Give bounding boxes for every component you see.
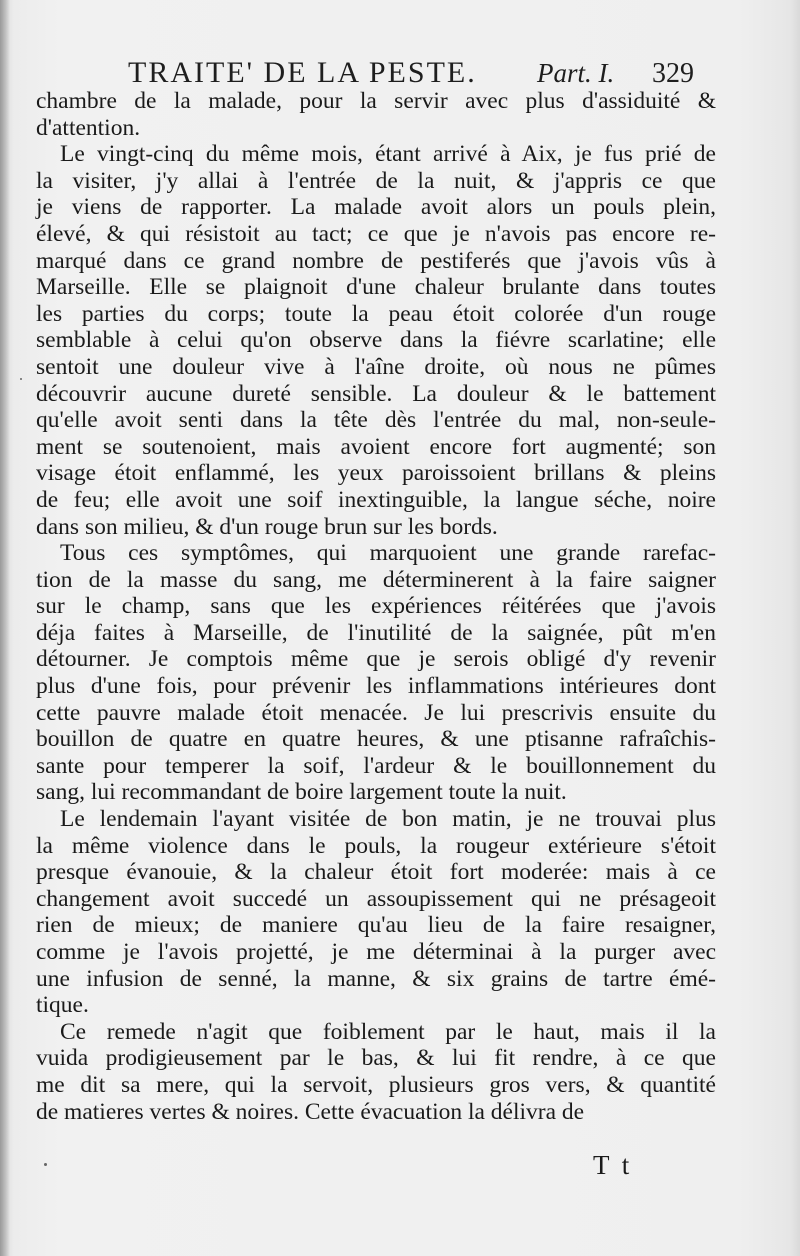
text-line: détourner. Je comptois même que je serois obligé d'y revenir xyxy=(36,646,716,673)
text-line: sur le champ, sans que les expériences réitérées que j'avois xyxy=(36,593,716,620)
body-text xyxy=(36,88,716,1125)
text-line: cette pauvre malade étoit menacée. Je lui prescrivis ensuite du xyxy=(36,699,716,726)
text-line: de feu; elle avoit une soif inextinguible, la langue séche, noire xyxy=(36,486,716,513)
text-line: rien de mieux; de maniere qu'au lieu de la faire resaigner, xyxy=(36,912,716,939)
part-label: Part. I. xyxy=(537,58,615,88)
paragraph xyxy=(36,806,716,1019)
paragraph xyxy=(36,141,716,540)
catchword: T t xyxy=(593,1150,633,1180)
text-line: découvrir aucune dureté sensible. La douleur & le battement xyxy=(36,380,716,407)
ink-speck xyxy=(44,1163,47,1166)
text-line: visage étoit enflammé, les yeux paroissoient brillans & pleins xyxy=(36,460,716,487)
text-line: bouillon de quatre en quatre heures, & une ptisanne rafraîchis- xyxy=(36,726,716,753)
text-line: Ce remede n'agit que foiblement par le haut, mais il la xyxy=(60,1018,716,1045)
text-line: sentoit une douleur vive à l'aîne droite, où nous ne pûmes xyxy=(36,353,716,380)
text-line: me dit sa mere, qui la servoit, plusieurs gros vers, & quantité xyxy=(36,1071,716,1098)
text-line: changement avoit succedé un assoupissement qui ne présageoit xyxy=(36,885,716,912)
paragraph xyxy=(36,88,716,141)
text-line: la visiter, j'y allai à l'entrée de la nuit, & j'appris ce que xyxy=(36,167,716,194)
text-line: comme je l'avois projetté, je me déterminai à la purger avec xyxy=(36,939,716,965)
text-line: Le vingt-cinq du même mois, étant arrivé à Aix, je fus prié de xyxy=(60,141,716,168)
text-line: tion de la masse du sang, me déterminerent à la faire saigner xyxy=(36,566,716,593)
text-line: d'attention. xyxy=(36,114,141,141)
text-line: Marseille. Elle se plaignoit d'une chaleur brulante dans toutes xyxy=(36,274,716,301)
ink-speck xyxy=(20,378,22,380)
text-line: de matieres vertes & noires. Cette évacuation la délivra de xyxy=(36,1098,585,1125)
text-line: dans son milieu, & d'un rouge brun sur les bords. xyxy=(36,513,498,540)
text-line: sante pour temperer la soif, l'ardeur & le bouillonnement du xyxy=(36,752,716,779)
running-header xyxy=(0,56,800,92)
running-title: TRAITE' DE LA PESTE. xyxy=(128,56,477,89)
text-line: une infusion de senné, la manne, & six grains de tartre émé- xyxy=(36,965,716,992)
text-line: marqué dans ce grand nombre de pestiferés que j'avois vûs à xyxy=(36,247,716,274)
text-line: vuida prodigieusement par le bas, & lui fit rendre, à ce que xyxy=(36,1045,716,1072)
page-gutter-shadow xyxy=(0,0,10,1256)
text-line: élevé, & qui résistoit au tact; ce que je n'avois pas encore re- xyxy=(36,220,716,247)
text-line: presque évanouie, & la chaleur étoit fort moderée: mais à ce xyxy=(36,859,716,886)
text-line: Tous ces symptômes, qui marquoient une grande rarefac- xyxy=(60,540,716,567)
paragraph xyxy=(36,1019,716,1125)
text-line: qu'elle avoit senti dans la tête dès l'entrée du mal, non-seule- xyxy=(36,407,716,434)
text-line: déja faites à Marseille, de l'inutilité de la saignée, pût m'en xyxy=(36,619,716,646)
text-line: chambre de la malade, pour la servir avec plus d'assiduité & xyxy=(36,88,716,114)
text-line: la même violence dans le pouls, la rougeur extérieure s'étoit xyxy=(36,832,716,859)
text-line: semblable à celui qu'on observe dans la fiévre scarlatine; elle xyxy=(36,327,716,354)
text-line: Le lendemain l'ayant visitée de bon matin, je ne trouvai plus xyxy=(60,806,716,833)
text-line: tique. xyxy=(36,992,89,1019)
text-line: ment se soutenoient, mais avoient encore fort augmenté; son xyxy=(36,433,716,460)
paragraph xyxy=(36,540,716,806)
text-line: les parties du corps; toute la peau étoit colorée d'un rouge xyxy=(36,300,716,327)
text-line: sang, lui recommandant de boire largement toute la nuit. xyxy=(36,779,567,806)
text-line: je viens de rapporter. La malade avoit alors un pouls plein, xyxy=(36,194,716,221)
page-number: 329 xyxy=(652,58,694,89)
text-line: plus d'une fois, pour prévenir les inflammations intérieures dont xyxy=(36,673,716,700)
